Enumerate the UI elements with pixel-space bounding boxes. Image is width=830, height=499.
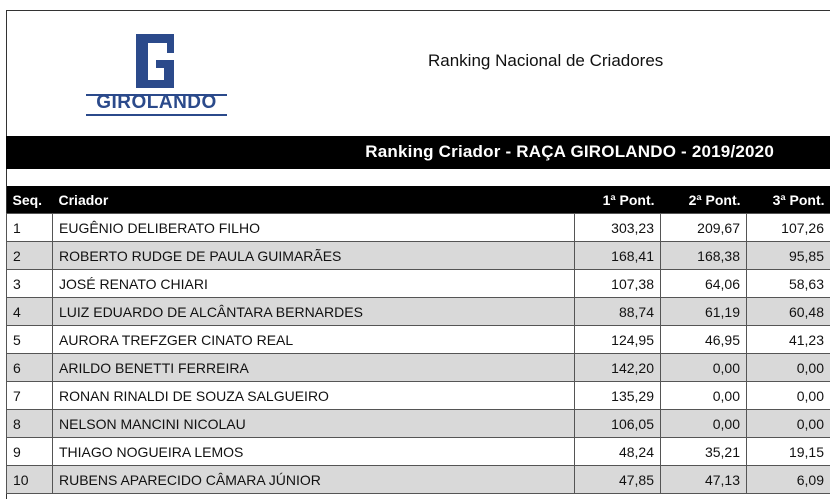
pont1-cell: 106,05 [575,410,661,438]
table-row [7,214,830,242]
pont1-cell: 107,38 [575,270,661,298]
table-row [7,410,830,438]
pont3-cell: 41,23 [747,326,830,354]
pont1-cell: 135,29 [575,382,661,410]
pont2-cell: 35,21 [661,438,747,466]
pont1-cell: 303,23 [575,214,661,242]
pont1-cell: 88,74 [575,298,661,326]
table-row [7,326,830,354]
criador-cell: THIAGO NOGUEIRA LEMOS [53,438,575,466]
table-row [7,298,830,326]
pont3-cell: 95,85 [747,242,830,270]
pont1-cell: 124,95 [575,326,661,354]
table-row [7,438,830,466]
girolando-logo [84,32,229,118]
pont1-cell: 168,41 [575,242,661,270]
pont3-cell: 19,15 [747,438,830,466]
document-title: Ranking Nacional de Criadores [428,51,664,70]
criador-cell: JOSÉ RENATO CHIARI [53,270,575,298]
pont2-cell: 0,00 [661,410,747,438]
pont3-cell: 60,48 [747,298,830,326]
pont2-cell: 0,00 [661,382,747,410]
column-header-pont1: 1ª Pont. [575,186,661,214]
criador-cell: ROBERTO RUDGE DE PAULA GUIMARÃES [53,242,575,270]
ranking-banner [6,136,830,169]
column-header-pont3: 3ª Pont. [747,186,830,214]
criador-cell: EUGÊNIO DELIBERATO FILHO [53,214,575,242]
criador-cell: NELSON MANCINI NICOLAU [53,410,575,438]
column-header-seq: Seq. [7,186,53,214]
pont3-cell: 0,00 [747,410,830,438]
seq-cell: 1 [7,214,53,242]
seq-cell: 3 [7,270,53,298]
pont2-cell: 168,38 [661,242,747,270]
seq-cell: 8 [7,410,53,438]
pont3-cell: 107,26 [747,214,830,242]
criador-cell: RONAN RINALDI DE SOUZA SALGUEIRO [53,382,575,410]
pont2-cell: 0,00 [661,354,747,382]
criador-cell: AURORA TREFZGER CINATO REAL [53,326,575,354]
logo-rule-bottom [86,114,227,116]
pont2-cell: 47,13 [661,466,747,494]
pont3-cell: 58,63 [747,270,830,298]
pont1-cell: 48,24 [575,438,661,466]
pont3-cell: 0,00 [747,354,830,382]
criador-cell: RUBENS APARECIDO CÂMARA JÚNIOR [53,466,575,494]
seq-cell: 5 [7,326,53,354]
table-row [7,354,830,382]
table-header-row [7,186,830,214]
girolando-g-icon [130,32,180,90]
column-header-pont2: 2ª Pont. [661,186,747,214]
seq-cell: 2 [7,242,53,270]
criador-cell: ARILDO BENETTI FERREIRA [53,354,575,382]
seq-cell: 10 [7,466,53,494]
banner-title: Ranking Criador - RAÇA GIROLANDO - 2019/2020 [365,142,774,161]
pont3-cell: 0,00 [747,382,830,410]
pont2-cell: 209,67 [661,214,747,242]
logo-text: GIROLANDO [96,92,217,113]
criador-cell: LUIZ EDUARDO DE ALCÂNTARA BERNARDES [53,298,575,326]
table-row [7,382,830,410]
pont2-cell: 61,19 [661,298,747,326]
table-row [7,270,830,298]
pont1-cell: 47,85 [575,466,661,494]
pont2-cell: 64,06 [661,270,747,298]
column-header-criador: Criador [53,186,575,214]
table-row [7,242,830,270]
seq-cell: 9 [7,438,53,466]
seq-cell: 4 [7,298,53,326]
seq-cell: 6 [7,354,53,382]
table-row [7,466,830,494]
pont1-cell: 142,20 [575,354,661,382]
pont3-cell: 6,09 [747,466,830,494]
ranking-table [6,186,830,494]
seq-cell: 7 [7,382,53,410]
pont2-cell: 46,95 [661,326,747,354]
